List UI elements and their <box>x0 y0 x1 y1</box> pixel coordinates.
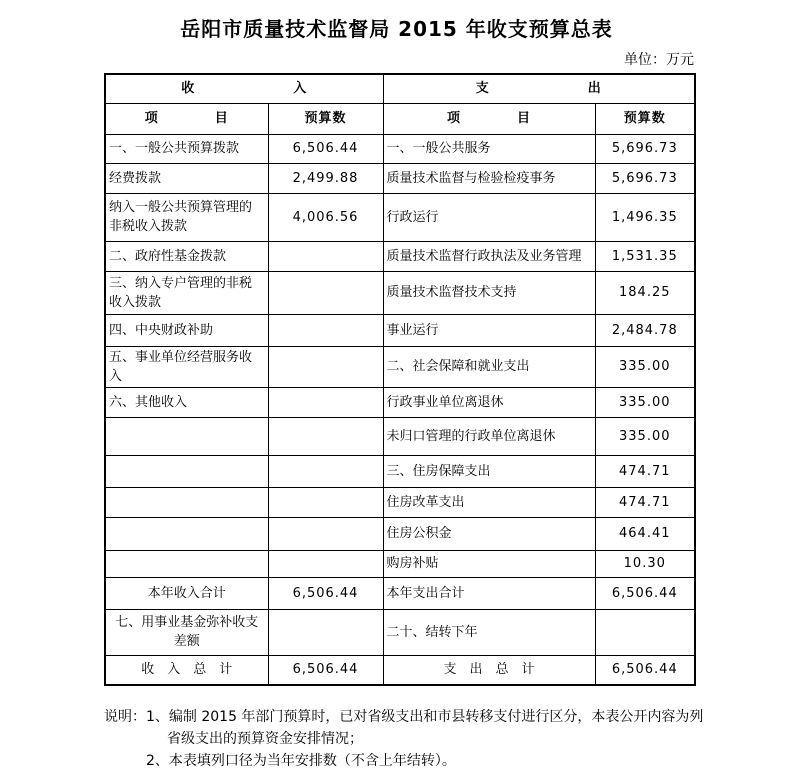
expense-item-cell: 购房补贴 <box>383 550 595 577</box>
expense-value-cell: 1,531.35 <box>595 241 695 271</box>
table-row <box>105 517 695 550</box>
expense-total-label-cell: 支 出 总 计 <box>383 655 595 685</box>
income-section-header: 收 入 <box>105 74 383 103</box>
section-header-row <box>105 74 695 103</box>
table-row <box>105 193 695 241</box>
income-item-cell <box>105 487 268 517</box>
expense-item-cell: 未归口管理的行政单位离退休 <box>383 417 595 455</box>
income-value-cell: 2,499.88 <box>268 163 383 193</box>
income-item-cell <box>105 455 268 487</box>
expense-value-cell: 464.41 <box>595 517 695 550</box>
income-item-cell <box>105 417 268 455</box>
expense-value-cell <box>595 609 695 655</box>
income-value-cell <box>268 550 383 577</box>
table-row <box>105 346 695 387</box>
expense-value-cell: 335.00 <box>595 346 695 387</box>
budget-table <box>104 73 696 686</box>
expense-value-cell: 6,506.44 <box>595 577 695 609</box>
income-total-value-cell: 6,506.44 <box>268 655 383 685</box>
income-value-cell <box>268 487 383 517</box>
table-row <box>105 609 695 655</box>
expense-value-cell: 1,496.35 <box>595 193 695 241</box>
table-row <box>105 163 695 193</box>
income-value-cell: 4,006.56 <box>268 193 383 241</box>
expense-value-cell: 335.00 <box>595 387 695 417</box>
income-value-cell <box>268 346 383 387</box>
income-value-cell <box>268 417 383 455</box>
column-header-row <box>105 103 695 134</box>
income-item-cell: 五、事业单位经营服务收入 <box>105 346 268 387</box>
income-item-cell: 三、纳入专户管理的非税收入拨款 <box>105 271 268 314</box>
expense-item-cell: 一、一般公共服务 <box>383 134 595 163</box>
footnote-line-2: 省级支出的预算资金安排情况； <box>167 731 363 747</box>
income-value-cell: 6,506.44 <box>268 134 383 163</box>
expense-item-cell: 事业运行 <box>383 314 595 346</box>
expense-total-value-cell: 6,506.44 <box>595 655 695 685</box>
income-value-cell <box>268 314 383 346</box>
income-item-cell <box>105 550 268 577</box>
expense-value-cell: 474.71 <box>595 487 695 517</box>
income-item-cell <box>105 517 268 550</box>
income-value-cell <box>268 517 383 550</box>
income-item-cell: 七、用事业基金弥补收支差额 <box>105 609 268 655</box>
table-container <box>104 49 694 686</box>
expense-item-cell: 住房公积金 <box>383 517 595 550</box>
income-value-cell <box>268 387 383 417</box>
unit-label: 单位：万元 <box>624 52 694 68</box>
expense-item-cell: 质量技术监督技术支持 <box>383 271 595 314</box>
income-item-col-header: 项 目 <box>105 103 268 134</box>
income-value-cell: 6,506.44 <box>268 577 383 609</box>
table-row <box>105 387 695 417</box>
income-total-label-cell: 收 入 总 计 <box>105 655 268 685</box>
table-row <box>105 314 695 346</box>
income-item-cell: 经费拨款 <box>105 163 268 193</box>
expense-item-cell: 住房改革支出 <box>383 487 595 517</box>
table-row <box>105 455 695 487</box>
expense-item-cell: 二、社会保障和就业支出 <box>383 346 595 387</box>
expense-budget-col-header: 预算数 <box>595 103 695 134</box>
expense-value-cell: 335.00 <box>595 417 695 455</box>
expense-item-cell: 二十、结转下年 <box>383 609 595 655</box>
table-row <box>105 241 695 271</box>
table-row <box>105 271 695 314</box>
table-row <box>105 417 695 455</box>
expense-item-cell: 三、住房保障支出 <box>383 455 595 487</box>
table-row <box>105 487 695 517</box>
income-item-cell: 本年收入合计 <box>105 577 268 609</box>
expense-value-cell: 10.30 <box>595 550 695 577</box>
expense-item-cell: 行政运行 <box>383 193 595 241</box>
income-value-cell <box>268 241 383 271</box>
income-item-cell: 四、中央财政补助 <box>105 314 268 346</box>
expense-item-cell: 本年支出合计 <box>383 577 595 609</box>
footnote-line-1: 说明：1、编制 2015 年部门预算时，已对省级支出和市县转移支付进行区分，本表公开内容为列 <box>104 709 704 725</box>
expense-item-cell: 质量技术监督与检验检疫事务 <box>383 163 595 193</box>
expense-section-header: 支 出 <box>383 74 695 103</box>
table-row-subtotal <box>105 577 695 609</box>
expense-item-cell: 行政事业单位离退休 <box>383 387 595 417</box>
footnote-line-3: 2、本表填列口径为当年安排数（不含上年结转）。 <box>146 753 456 769</box>
footnotes <box>104 706 734 772</box>
income-value-cell <box>268 455 383 487</box>
table-row <box>105 550 695 577</box>
income-item-cell: 一、一般公共预算拨款 <box>105 134 268 163</box>
table-row-total <box>105 655 695 685</box>
page-title: 岳阳市质量技术监督局 2015 年收支预算总表 <box>180 17 613 41</box>
expense-item-cell: 质量技术监督行政执法及业务管理 <box>383 241 595 271</box>
expense-item-col-header: 项 目 <box>383 103 595 134</box>
income-item-cell: 纳入一般公共预算管理的非税收入拨款 <box>105 193 268 241</box>
table-row <box>105 134 695 163</box>
expense-value-cell: 5,696.73 <box>595 134 695 163</box>
expense-value-cell: 2,484.78 <box>595 314 695 346</box>
income-item-cell: 二、政府性基金拨款 <box>105 241 268 271</box>
income-item-cell: 六、其他收入 <box>105 387 268 417</box>
expense-value-cell: 474.71 <box>595 455 695 487</box>
income-value-cell <box>268 609 383 655</box>
expense-value-cell: 184.25 <box>595 271 695 314</box>
income-value-cell <box>268 271 383 314</box>
expense-value-cell: 5,696.73 <box>595 163 695 193</box>
income-budget-col-header: 预算数 <box>268 103 383 134</box>
